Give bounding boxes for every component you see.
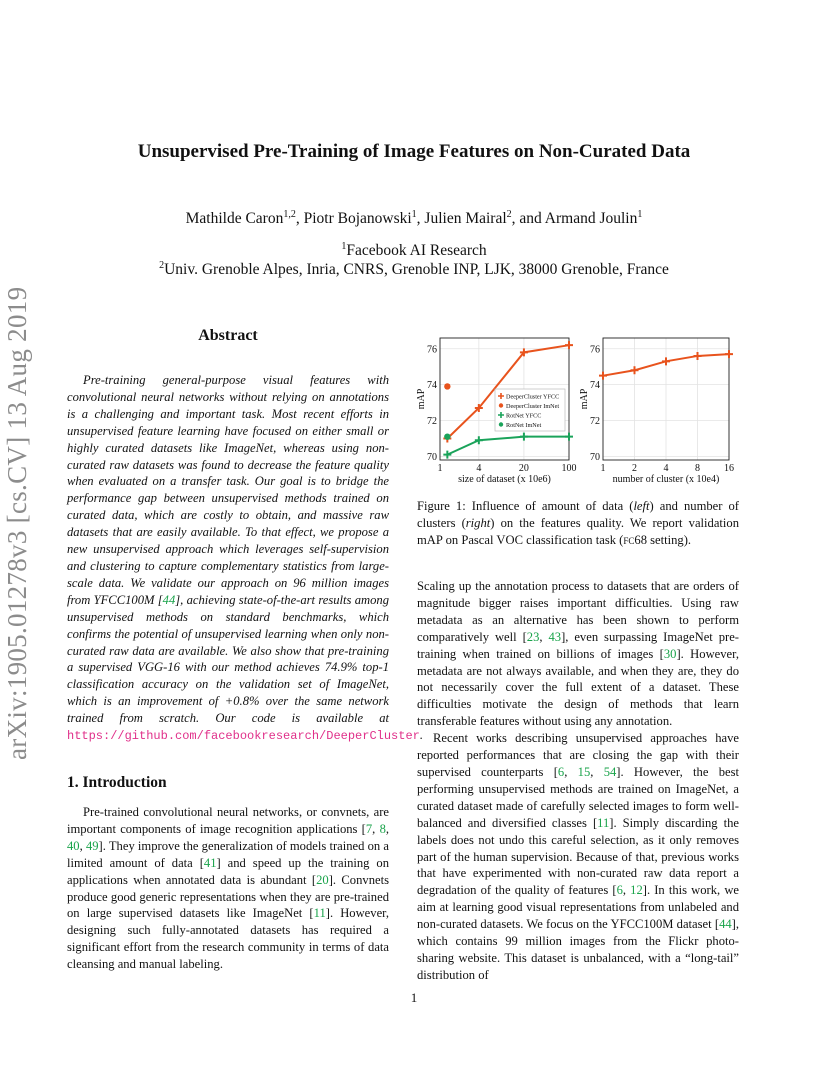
citation-link[interactable]: 54 [603,764,617,779]
body-text: ], which contains 99 million images from the Flickr photo-sharing website. This dataset is unbalanced, with a “long-tail” distribution of [417,917,739,982]
citation-link[interactable]: 44 [162,592,176,607]
y-tick-label: 70 [590,451,600,463]
citation-link[interactable]: 11 [313,906,326,921]
author-sup: 2 [506,209,512,220]
y-tick-label: 74 [427,380,437,392]
right-column-body [417,578,739,984]
affiliation-sup: 2 [159,260,165,271]
caption-text: ) on the features quality. We report validation mAP on Pascal VOC classification task ( [417,515,740,547]
author-name: Armand Joulin [544,210,638,228]
citation-link[interactable]: 6 [616,883,623,898]
legend-marker [499,422,503,426]
abstract-text: . [419,728,424,743]
paragraph: Scaling up the annotation process to datasets that are orders of magnitude bigger raises important difficulties. Using raw metadata as an alternative has been shown to perform comparatively well [23, 43], even surpassing ImageNet pre-training when trained on billions of images [30]. However, metadata are not always available, and when they are, they do not necessarily cover the full extent of a dataset. These difficulties motivate the design of methods that learn transferable features without using any annotation. [417,579,740,729]
x-tick-label: 2 [632,463,637,474]
y-tick-label: 76 [590,344,600,356]
legend-marker [499,403,503,407]
x-tick-label: 4 [476,463,482,474]
data-point [565,341,573,349]
citation-link[interactable]: 8 [379,821,386,836]
body-text: Scaling up the annotation process to datasets that are orders of magnitude bigger raises important difficulties. Using raw metadata as an alternative has been shown to perform comparatively well [ [417,579,739,644]
figure-caption [417,498,739,549]
citation-link[interactable]: 11 [597,815,610,830]
paragraph: Recent works describing unsupervised approaches have reported performances that are closing the gap with their supervised counterparts [6, 15, 54]. However, the best performing unsupervised methods are trained on ImageNet, a curated dataset made of carefully selected images to form well-balanced and diversified classes [11]. Simply discarding the labels does not undo this careful selection, as it only removes part of the human supervision. Because of that, previous works that have experimented with non-curated raw data report a degradation of the quality of features [6, 12]. In this work, we aim at learning good visual representations from unlabeled and non-curated datasets. We focus on the YFCC100M dataset [44], which contains 99 million images from the Flickr photo-sharing website. This dataset is unbalanced, with a “long-tail” distribution of [417,731,740,982]
author-sup: 1 [637,209,643,220]
data-point [725,350,733,358]
figure-1 [417,330,742,490]
caption-emph: left [633,499,650,513]
x-tick-label: 4 [663,463,669,474]
intro-text: ] and speed up the training on applications when annotated data is abundant [ [67,855,390,887]
affiliation-text: Facebook AI Research [346,242,487,260]
legend-entry: RotNet ImNet [506,422,542,429]
caption-smallcaps: fc [623,532,635,547]
data-point [475,436,483,444]
citation-link[interactable]: 20 [316,872,329,887]
citation-link[interactable]: 49 [85,838,99,853]
abstract-text: ], achieving state-of-the-art results among unsupervised methods on standard benchmarks, which confirms the potential of unsupervised learning when only non-curated raw data are available. We also show that pre-training a supervised VGG-16 with our method achieves 74.9% top-1 classification accuracy on the validation set of ImageNet, which is an improvement of +0.8% over the same network trained from scratch. Our code is available at [67,592,389,726]
affiliation-1 [0,241,828,260]
body-text: ]. In this work, we aim at learning good visual representations from unlabeled and non-curated datasets. We focus on the YFCC100M dataset [ [417,883,740,932]
data-point [443,451,451,459]
data-point [565,433,573,441]
author-name: Mathilde Caron [185,210,284,228]
citation-link[interactable]: 40 [67,838,80,853]
x-tick-label: 8 [695,463,700,474]
x-tick-label: 16 [724,463,734,474]
body-text: Recent works describing unsupervised approaches have reported performances that are closing the gap with their supervised counterparts [ [417,731,739,779]
author-list: Mathilde Caron$^{1,2}$, Piotr Bojanowski$^1$, Julien Mairal$^2$, and Armand Joulin$^1$ [185,209,643,228]
caption-text: ) and number of clusters ( [417,499,739,530]
intro-text: Pre-trained convolutional neural networks, or convnets, are important components of image recognition applications [ [67,805,389,836]
affiliation-sup: 1 [341,241,347,252]
x-tick-label: 1 [600,463,606,474]
arxiv-stamp: arXiv:1905.01278v3 [cs.CV] 13 Aug 2019 [2,286,32,760]
affiliation-text: Univ. Grenoble Alpes, Inria, CNRS, Grenoble INP, LJK, 38000 Grenoble, France [164,261,669,279]
citation-link[interactable]: 12 [630,883,643,898]
author-name: Piotr Bojanowski [303,210,412,228]
citation-link[interactable]: 15 [577,764,591,779]
legend-entry: DeeperCluster YFCC [506,393,560,401]
data-point [662,357,670,365]
intro-text: ]. They improve the generalization of models trained on a limited amount of data [ [67,838,390,870]
paper-title: Unsupervised Pre-Training of Image Features on Non-Curated Data [137,141,691,162]
abstract-text: Pre-training general-purpose visual features with convolutional neural networks without relying on annotations is a challenging and important task. Most recent efforts in unsupervised feature learning have focused on either small or highly curated datasets like ImageNet, whereas using non-curated raw datasets was found to decrease the feature quality when evaluated on a transfer task. Our goal is to bridge the performance gap between unsupervised methods trained on curated data, which are costly to obtain, and massive raw datasets that are easily available. To that effect, we propose a new unsupervised approach which leverages self-supervision and clustering to capture complementary statistics from large-scale data. We validate our approach on 96 million images from YFCC100M [ [67,373,389,607]
caption-text: Figure 1: Influence of amount of data ( [417,499,634,513]
y-axis-label: mAP [579,388,590,410]
figure-1-charts [417,330,742,490]
data-point [444,433,450,439]
x-axis-label: number of cluster (x 10e4) [612,474,720,485]
y-tick-label: 74 [590,380,600,392]
x-axis-label: size of dataset (x 10e6) [458,474,551,485]
body-text: ]. However, the best performing unsupervised methods are trained on ImageNet, a curated dataset made of carefully selected images to form well-balanced and diversified classes [ [417,764,740,830]
body-text: ]. Simply discarding the labels does not undo this careful selection, as it only removes part of the human supervision. Because of that, previous works that have experimented with non-curated raw data report a degradation of the quality of features [ [417,815,739,898]
x-tick-label: 20 [518,463,529,474]
introduction-body: Pre-trained convolutional neural networks, or convnets, are important components of image recognition applications [7, 8, 40, 49]. They improve the generalization of models trained on a limited amount of data [41] and speed up the training on applications when annotated data is abundant [20]. Convnets produce good generic representations when they are pre-trained on large supervised datasets like ImageNet [11]. However, designing such fully-annotated datasets has required a significant effort from the research community in terms of data cleansing and manual labeling. [67,805,390,972]
data-point [444,383,450,389]
author-sup: 1 [411,209,417,220]
section-heading-introduction: 1. Introduction [67,774,167,791]
data-point [520,433,528,441]
y-axis-label: mAP [417,388,427,410]
y-tick-label: 72 [427,416,437,428]
body-text: ], even surpassing ImageNet pre-training when trained on billions of images [ [417,629,740,661]
caption-emph: right [465,515,491,530]
author-sup: 1,2 [283,209,296,220]
series-line [447,437,569,455]
y-tick-label: 70 [427,451,437,463]
abstract-heading: Abstract [198,327,258,344]
affiliation-2 [0,260,828,279]
data-point [694,352,702,360]
citation-link[interactable]: 23 [526,629,540,644]
data-point [599,372,607,380]
y-tick-label: 76 [427,344,437,356]
code-url-link[interactable]: https://github.com/facebookresearch/DeeperCluster [67,729,420,744]
x-tick-label: 1 [437,463,443,474]
citation-link[interactable]: 44 [719,917,732,932]
citation-link[interactable]: 43 [548,629,562,644]
legend-entry: RotNet YFCC [506,412,542,420]
intro-text: ]. Convnets produce good generic representations when they are pre-trained on large supervised datasets like ImageNet [ [67,872,389,921]
citation-link[interactable]: 41 [203,855,217,870]
intro-text: ]. However, designing such fully-annotated datasets has required a significant effort from the research community in terms of data cleansing and manual labeling. [67,906,389,972]
body-text: ]. However, metadata are not always available, and when they are, they do not necessarily cover the full extent of a dataset. These difficulties motivate the design of methods that learn transferable features without using any annotation. [417,646,739,729]
author-name: Julien Mairal [424,210,507,228]
citation-link[interactable]: 30 [663,646,677,661]
y-tick-label: 72 [590,416,600,428]
page-number: 1 [410,990,418,1005]
data-point [631,366,639,374]
caption-text: 68 setting). [634,532,692,547]
citation-link[interactable]: 7 [365,821,373,836]
legend-entry: DeeperCluster ImNet [506,403,560,410]
citation-link[interactable]: 6 [557,764,565,779]
x-tick-label: 100 [561,463,577,474]
